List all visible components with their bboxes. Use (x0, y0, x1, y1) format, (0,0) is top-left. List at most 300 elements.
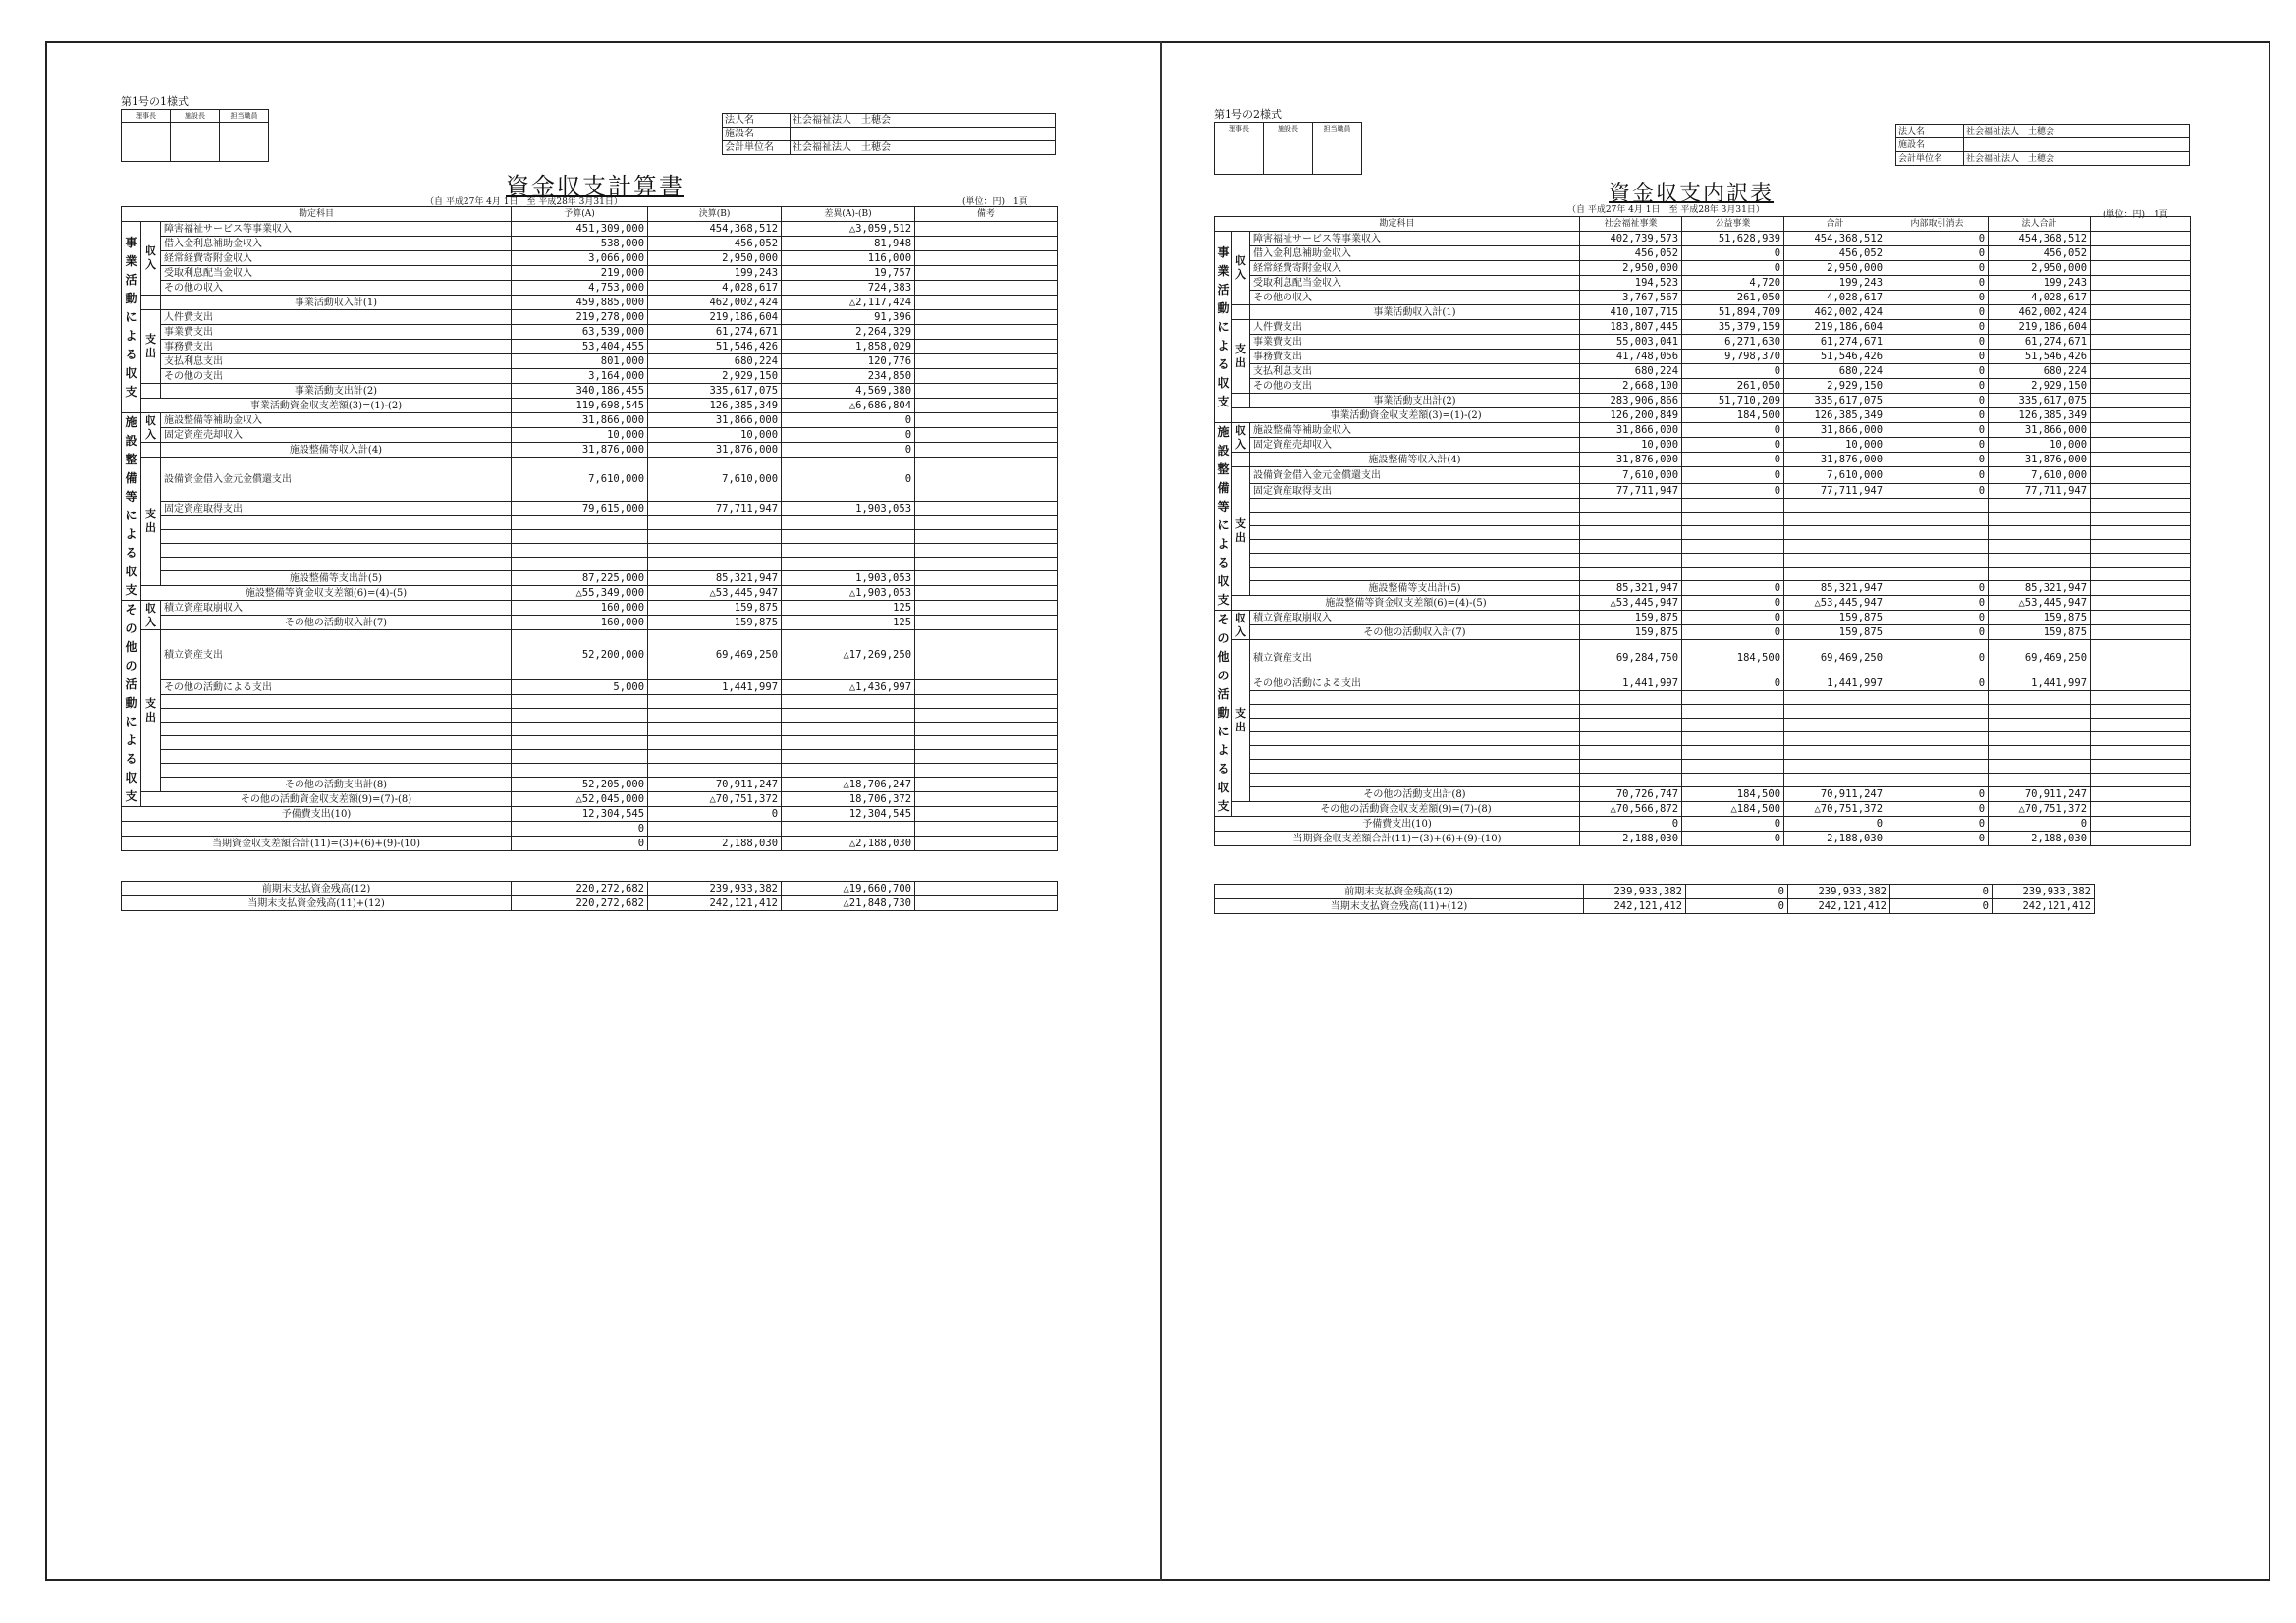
amount-cell: 0 (1886, 467, 1989, 484)
amount-cell: 35,379,159 (1682, 320, 1784, 335)
actual-cell: 2,950,000 (648, 251, 782, 266)
amount-cell: 0 (1886, 379, 1989, 394)
budget-cell: 3,066,000 (512, 251, 648, 266)
amount-cell: 4,028,617 (1989, 291, 2091, 305)
accounting-unit-value: 社会福祉法人 土穂会 (791, 141, 1056, 155)
amount-cell: 242,121,412 (1584, 899, 1686, 914)
amount-cell: 402,739,573 (1580, 232, 1682, 246)
blank-cell (2091, 232, 2191, 246)
blank-cell (2091, 291, 2191, 305)
variance-cell: △2,188,030 (782, 837, 915, 851)
unit-text: (単位：円) 1頁 (962, 197, 1028, 207)
account-name: 施設整備等補助金収入 (1250, 423, 1580, 438)
remarks-cell (915, 896, 1058, 911)
account-name: 支払利息支出 (1250, 364, 1580, 379)
period-text: （自 平成27年 4月 1日 至 平成28年 3月31日） (1567, 205, 1765, 215)
blank-row (1215, 705, 2191, 719)
accounting-unit-value: 社会福祉法人 土穂会 (1964, 152, 2190, 166)
amount-cell: 0 (1890, 885, 1993, 899)
remarks-cell (915, 882, 1058, 896)
amount-cell: 159,875 (1784, 611, 1886, 625)
section-operating: 事業活動による収支 (122, 222, 141, 413)
amount-cell: 1,441,997 (1989, 676, 2091, 691)
corp-label: 法人名 (1896, 125, 1964, 138)
facility-value (1964, 138, 2190, 152)
budget-cell: 63,539,000 (512, 325, 648, 340)
amount-cell: 0 (1682, 438, 1784, 453)
account-name: 固定資産売却収入 (161, 428, 512, 443)
amount-cell: 456,052 (1784, 246, 1886, 261)
account-name: その他の支出 (161, 369, 512, 384)
subtotal-label: 施設整備等収入計(4) (161, 443, 512, 458)
account-name: 人件費支出 (161, 310, 512, 325)
amount-cell: △53,445,947 (1784, 596, 1886, 611)
amount-cell: 680,224 (1580, 364, 1682, 379)
budget-cell: 119,698,545 (512, 399, 648, 413)
amount-cell: 77,711,947 (1989, 484, 2091, 499)
header-account: 勘定科目 (1215, 217, 1580, 232)
account-name: 固定資産取得支出 (1250, 484, 1580, 499)
account-name: 積立資産取崩収入 (161, 601, 512, 616)
remarks-cell (915, 399, 1058, 413)
variance-cell: 116,000 (782, 251, 915, 266)
account-name: 事務費支出 (1250, 350, 1580, 364)
amount-cell: 261,050 (1682, 379, 1784, 394)
budget-cell: 219,278,000 (512, 310, 648, 325)
variance-cell: 234,850 (782, 369, 915, 384)
amount-cell: 242,121,412 (1993, 899, 2095, 914)
reserve-label: 予備費支出(10) (122, 807, 512, 822)
amount-cell: 159,875 (1989, 625, 2091, 640)
amount-cell: 2,929,150 (1784, 379, 1886, 394)
subtotal-label: 施設整備等収入計(4) (1250, 453, 1580, 467)
stamp-label: 施設長 (171, 110, 220, 123)
actual-cell: 456,052 (648, 237, 782, 251)
amount-cell: 0 (1686, 899, 1788, 914)
actual-cell: 69,469,250 (648, 630, 782, 680)
stamp-label: 施設長 (1264, 123, 1313, 135)
actual-cell: 77,711,947 (648, 502, 782, 516)
remarks-cell (915, 310, 1058, 325)
blank-cell (2091, 817, 2191, 832)
amount-cell: 51,710,209 (1682, 394, 1784, 408)
amount-cell: 0 (1682, 817, 1784, 832)
blank-row (1215, 568, 2191, 581)
subtotal-label: 施設整備等支出計(5) (1250, 581, 1580, 596)
amount-cell: 0 (1682, 261, 1784, 276)
amount-cell: 2,929,150 (1989, 379, 2091, 394)
budget-cell: 31,876,000 (512, 443, 648, 458)
amount-cell: 41,748,056 (1580, 350, 1682, 364)
header-remarks: 備考 (915, 207, 1058, 222)
amount-cell: 31,866,000 (1989, 423, 2091, 438)
amount-cell: 283,906,866 (1580, 394, 1682, 408)
account-name: その他の活動による支出 (1250, 676, 1580, 691)
corp-label: 法人名 (723, 114, 791, 128)
remarks-cell (915, 340, 1058, 354)
actual-cell: 335,617,075 (648, 384, 782, 399)
amount-cell: 2,188,030 (1989, 832, 2091, 846)
budget-cell: 10,000 (512, 428, 648, 443)
variance-cell: 0 (782, 413, 915, 428)
expense-label: 支出 (1232, 467, 1250, 596)
amount-cell: 0 (1886, 676, 1989, 691)
blank-row (1215, 526, 2191, 540)
amount-cell: 219,186,604 (1989, 320, 2091, 335)
remarks-cell (915, 601, 1058, 616)
budget-cell: 4,753,000 (512, 281, 648, 296)
blank-cell (2091, 438, 2191, 453)
subtotal-label: その他の活動支出計(8) (161, 778, 512, 792)
stamp-label: 担当職員 (220, 110, 269, 123)
amount-cell: 126,385,349 (1989, 408, 2091, 423)
account-name: 障害福祉サービス等事業収入 (161, 222, 512, 237)
form-number: 第1号の1様式 (121, 95, 189, 108)
variance-cell: △17,269,250 (782, 630, 915, 680)
stamp-label: 担当職員 (1313, 123, 1362, 135)
amount-cell: 183,807,445 (1580, 320, 1682, 335)
variance-cell: 0 (782, 428, 915, 443)
actual-cell: 462,002,424 (648, 296, 782, 310)
blank-cell (2091, 305, 2191, 320)
blank-cell (2091, 350, 2191, 364)
remarks-cell (915, 281, 1058, 296)
header-corporate-total: 法人合計 (1989, 217, 2091, 232)
actual-cell: 61,274,671 (648, 325, 782, 340)
actual-cell: 51,546,426 (648, 340, 782, 354)
amount-cell: 1,441,997 (1580, 676, 1682, 691)
header-variance: 差異(A)-(B) (782, 207, 915, 222)
amount-cell: 0 (1784, 817, 1886, 832)
ending-balance-label: 当期末支払資金残高(11)+(12) (122, 896, 512, 911)
funds-breakdown-table (1214, 216, 2191, 846)
amount-cell: 0 (1886, 335, 1989, 350)
blank-cell (2091, 320, 2191, 335)
blank-cell (2091, 423, 2191, 438)
balance-label: 事業活動資金収支差額(3)=(1)-(2) (141, 399, 512, 413)
blank-cell (2091, 596, 2191, 611)
stamp-box (122, 123, 171, 162)
amount-cell: 184,500 (1682, 640, 1784, 676)
amount-cell: 70,911,247 (1784, 787, 1886, 802)
variance-cell: 0 (782, 458, 915, 502)
variance-cell: 91,396 (782, 310, 915, 325)
unit-text: (単位：円) 1頁 (2103, 210, 2168, 220)
amount-cell: 0 (1580, 817, 1682, 832)
amount-cell: 0 (1886, 261, 1989, 276)
variance-cell: 4,569,380 (782, 384, 915, 399)
remarks-cell (915, 237, 1058, 251)
remarks-cell (915, 630, 1058, 680)
amount-cell: 462,002,424 (1784, 305, 1886, 320)
amount-cell: 242,121,412 (1788, 899, 1890, 914)
budget-cell: 160,000 (512, 616, 648, 630)
account-name: その他の収入 (1250, 291, 1580, 305)
variance-cell: 1,903,053 (782, 502, 915, 516)
account-name: 受取利息配当金収入 (161, 266, 512, 281)
header-account: 勘定科目 (122, 207, 512, 222)
amount-cell: 0 (1682, 581, 1784, 596)
actual-cell: △53,445,947 (648, 586, 782, 601)
amount-cell: 2,950,000 (1580, 261, 1682, 276)
amount-cell: 0 (1682, 484, 1784, 499)
amount-cell: 0 (1886, 232, 1989, 246)
blank-row (122, 516, 1058, 530)
income-label: 収入 (141, 601, 161, 630)
amount-cell: 0 (1886, 305, 1989, 320)
expense-label: 支出 (141, 458, 161, 586)
income-label: 収入 (141, 413, 161, 443)
approval-stamp-boxes (1214, 122, 1362, 175)
balance-label: 当期末支払資金残高(11)+(12) (1215, 899, 1584, 914)
remarks-cell (915, 586, 1058, 601)
facility-value (791, 128, 1056, 141)
balance-label: 施設整備等資金収支差額(6)=(4)-(5) (141, 586, 512, 601)
balance-rows (1215, 885, 2095, 914)
actual-cell: 219,186,604 (648, 310, 782, 325)
amount-cell: 0 (1682, 246, 1784, 261)
balance-label: その他の活動資金収支差額(9)=(7)-(8) (141, 792, 512, 807)
blank-cell (2091, 394, 2191, 408)
income-label: 収入 (1232, 611, 1250, 640)
variance-cell: 125 (782, 601, 915, 616)
account-name: 施設整備等補助金収入 (161, 413, 512, 428)
amount-cell: 335,617,075 (1989, 394, 2091, 408)
blank-cell (2091, 787, 2191, 802)
variance-cell: △2,117,424 (782, 296, 915, 310)
amount-cell: 7,610,000 (1989, 467, 2091, 484)
amount-cell: 61,274,671 (1989, 335, 2091, 350)
corporation-info (722, 113, 1056, 155)
amount-cell: 1,441,997 (1784, 676, 1886, 691)
stamp-label: 理事長 (1215, 123, 1264, 135)
amount-cell: 0 (1886, 394, 1989, 408)
account-name: その他の活動による支出 (161, 680, 512, 695)
amount-cell: 3,767,567 (1580, 291, 1682, 305)
account-name: 借入金利息補助金収入 (1250, 246, 1580, 261)
amount-cell: 456,052 (1989, 246, 2091, 261)
amount-cell: 51,546,426 (1989, 350, 2091, 364)
form-number: 第1号の2様式 (1214, 108, 1282, 121)
amount-cell: 0 (1886, 291, 1989, 305)
amount-cell: 0 (1886, 438, 1989, 453)
blank-row (122, 736, 1058, 750)
blank-cell (2091, 676, 2191, 691)
amount-cell: 0 (1886, 581, 1989, 596)
expense-label: 支出 (141, 630, 161, 792)
cash-balance-table (1214, 884, 2095, 914)
stamp-label: 理事長 (122, 110, 171, 123)
actual-cell: 31,866,000 (648, 413, 782, 428)
amount-cell: 2,950,000 (1784, 261, 1886, 276)
balance-label: 前期末支払資金残高(12) (1215, 885, 1584, 899)
amount-cell: 0 (1686, 885, 1788, 899)
amount-cell: 31,866,000 (1580, 423, 1682, 438)
account-name: 事務費支出 (161, 340, 512, 354)
budget-cell: 459,885,000 (512, 296, 648, 310)
stamp-box (1215, 135, 1264, 175)
budget-cell: 53,404,455 (512, 340, 648, 354)
amount-cell: 85,321,947 (1784, 581, 1886, 596)
blank-row (1215, 540, 2191, 554)
remarks-cell (915, 354, 1058, 369)
blank-row (1215, 760, 2191, 774)
amount-cell: 77,711,947 (1784, 484, 1886, 499)
amount-cell: 0 (1886, 802, 1989, 817)
total-balance-label: 当期資金収支差額合計(11)=(3)+(6)+(9)-(10) (1215, 832, 1580, 846)
stamp-box (1313, 135, 1362, 175)
header-internal-elimination: 内部取引消去 (1886, 217, 1989, 232)
budget-cell: 31,866,000 (512, 413, 648, 428)
section-facility: 施設整備等による収支 (1215, 423, 1232, 611)
header-actual: 決算(B) (648, 207, 782, 222)
remarks-cell (915, 792, 1058, 807)
amount-cell: 0 (1682, 467, 1784, 484)
variance-cell: 19,757 (782, 266, 915, 281)
amount-cell: 0 (1886, 817, 1989, 832)
remarks-cell (915, 413, 1058, 428)
corp-value: 社会福祉法人 土穂会 (1964, 125, 2190, 138)
cash-balance-table (121, 881, 1058, 911)
amount-cell: 410,107,715 (1580, 305, 1682, 320)
blank-row (1215, 691, 2191, 705)
amount-cell: 0 (1682, 423, 1784, 438)
blank-row (122, 544, 1058, 558)
account-name: 積立資産取崩収入 (1250, 611, 1580, 625)
variance-cell: △6,686,804 (782, 399, 915, 413)
budget-cell: 87,225,000 (512, 571, 648, 586)
subtotal-label: 事業活動支出計(2) (1250, 394, 1580, 408)
remarks-cell (915, 222, 1058, 237)
header-total: 合計 (1784, 217, 1886, 232)
account-name: その他の収入 (161, 281, 512, 296)
budget-cell: 3,164,000 (512, 369, 648, 384)
actual-cell: 1,441,997 (648, 680, 782, 695)
section-other: その他の活動による収支 (1215, 611, 1232, 817)
budget-cell: 52,200,000 (512, 630, 648, 680)
budget-cell: 801,000 (512, 354, 648, 369)
amount-cell: 0 (1682, 364, 1784, 379)
actual-cell: 159,875 (648, 601, 782, 616)
reserve-label: 予備費支出(10) (1215, 817, 1580, 832)
blank-cell (2091, 802, 2191, 817)
variance-cell: 724,383 (782, 281, 915, 296)
account-name: 固定資産取得支出 (161, 502, 512, 516)
amount-cell: 184,500 (1682, 408, 1784, 423)
budget-cell: 7,610,000 (512, 458, 648, 502)
variance-cell: 120,776 (782, 354, 915, 369)
account-name: 積立資産支出 (1250, 640, 1580, 676)
amount-cell: 55,003,041 (1580, 335, 1682, 350)
actual-cell: 242,121,412 (648, 896, 782, 911)
amount-cell: 2,668,100 (1580, 379, 1682, 394)
amount-cell: 31,876,000 (1989, 453, 2091, 467)
subtotal-label: その他の活動支出計(8) (1250, 787, 1580, 802)
amount-cell: 85,321,947 (1989, 581, 2091, 596)
budget-cell: 0 (512, 837, 648, 851)
subtotal-label: 事業活動支出計(2) (161, 384, 512, 399)
variance-cell: 125 (782, 616, 915, 630)
amount-cell: 4,028,617 (1784, 291, 1886, 305)
funds-statement-table (121, 206, 1058, 851)
blank-row (1215, 513, 2191, 526)
budget-cell: 12,304,545 (512, 807, 648, 822)
account-name: その他の支出 (1250, 379, 1580, 394)
budget-cell: 0 (512, 822, 648, 837)
remarks-cell (915, 369, 1058, 384)
account-name: 経常経費寄附金収入 (1250, 261, 1580, 276)
page-title: 資金収支計算書 (506, 173, 684, 200)
amount-cell: 126,200,849 (1580, 408, 1682, 423)
amount-cell: 31,866,000 (1784, 423, 1886, 438)
header-blank (2091, 217, 2191, 232)
account-name: 人件費支出 (1250, 320, 1580, 335)
amount-cell: 0 (1886, 246, 1989, 261)
account-name: 積立資産支出 (161, 630, 512, 680)
remarks-cell (915, 443, 1058, 458)
variance-cell: △1,436,997 (782, 680, 915, 695)
remarks-cell (915, 502, 1058, 516)
variance-cell: △1,903,053 (782, 586, 915, 601)
remarks-cell (915, 680, 1058, 695)
blank-cell (2091, 408, 2191, 423)
budget-cell: 160,000 (512, 601, 648, 616)
amount-cell: 51,546,426 (1784, 350, 1886, 364)
amount-cell: 0 (1989, 817, 2091, 832)
amount-cell: 456,052 (1580, 246, 1682, 261)
actual-cell: 454,368,512 (648, 222, 782, 237)
budget-cell: 538,000 (512, 237, 648, 251)
facility-label: 施設名 (723, 128, 791, 141)
blank-row (1215, 746, 2191, 760)
blank-row (122, 723, 1058, 736)
amount-cell: 0 (1682, 832, 1784, 846)
income-label: 収入 (141, 222, 161, 296)
amount-cell: 219,186,604 (1784, 320, 1886, 335)
variance-cell: △3,059,512 (782, 222, 915, 237)
blank-cell (2091, 261, 2191, 276)
breakdown-rows (1215, 232, 2191, 846)
budget-cell: 451,309,000 (512, 222, 648, 237)
amount-cell: 31,876,000 (1784, 453, 1886, 467)
header-public-interest: 公益事業 (1682, 217, 1784, 232)
budget-cell: 219,000 (512, 266, 648, 281)
blank-cell (2091, 379, 2191, 394)
blank-cell (2091, 611, 2191, 625)
income-label: 収入 (1232, 423, 1250, 453)
actual-cell: 31,876,000 (648, 443, 782, 458)
actual-cell: 7,610,000 (648, 458, 782, 502)
blank-row (122, 709, 1058, 723)
amount-cell: 51,894,709 (1682, 305, 1784, 320)
section-facility: 施設整備等による収支 (122, 413, 141, 601)
amount-cell: 159,875 (1989, 611, 2091, 625)
amount-cell: 0 (1886, 596, 1989, 611)
variance-cell: 12,304,545 (782, 807, 915, 822)
amount-cell: 0 (1886, 625, 1989, 640)
amount-cell: 239,933,382 (1788, 885, 1890, 899)
remarks-cell (915, 325, 1058, 340)
amount-cell: 77,711,947 (1580, 484, 1682, 499)
actual-cell: 85,321,947 (648, 571, 782, 586)
remarks-cell (915, 616, 1058, 630)
period-text: （自 平成27年 4月 1日 至 平成28年 3月31日） (425, 197, 623, 207)
budget-cell: 220,272,682 (512, 882, 648, 896)
blank-cell (2091, 467, 2191, 484)
variance-cell: 18,706,372 (782, 792, 915, 807)
amount-cell: 0 (1886, 484, 1989, 499)
prior-balance-label: 前期末支払資金残高(12) (122, 882, 512, 896)
